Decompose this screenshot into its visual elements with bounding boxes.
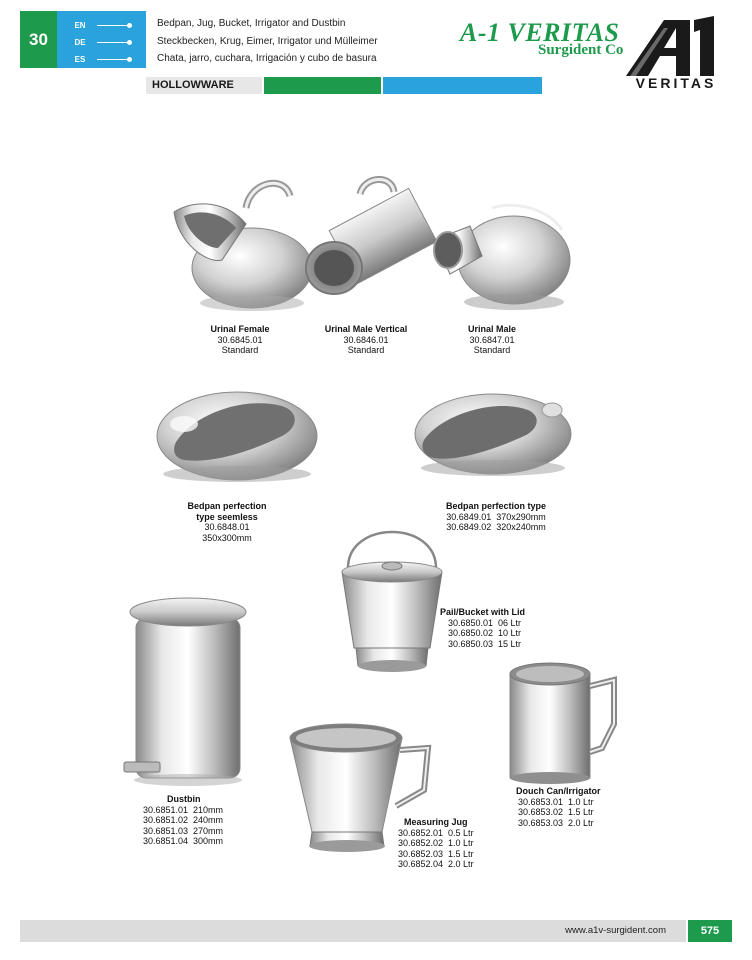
product-code: 30.6846.01	[343, 334, 389, 345]
title-es: Chata, jarro, cuchara, Irrigación y cubo de basura	[157, 53, 377, 64]
urinal-female-caption	[184, 324, 296, 356]
product-code: 30.6848.01	[204, 522, 250, 532]
section-green-stripe	[264, 77, 381, 94]
product-name: Douch Can/Irrigator	[516, 786, 601, 796]
brand-subname: Surgident Co	[538, 42, 624, 58]
product-code: 30.6847.01	[469, 334, 515, 345]
product-variant: 30.6851.04 300mm	[143, 836, 224, 846]
lang-connector	[97, 59, 129, 60]
product-size: 350x300mm	[202, 532, 252, 543]
footer-page-number: 575	[688, 920, 732, 942]
lang-code-en: EN	[74, 20, 86, 30]
urinal-male-caption	[436, 324, 548, 356]
product-variant: 30.6851.02 240mm	[143, 815, 224, 825]
douch-can-caption	[516, 786, 626, 828]
lang-code-es: ES	[74, 54, 86, 64]
footer-website-link[interactable]: www.a1v-surgident.com	[565, 925, 666, 936]
product-variant: 30.6849.02 320x240mm	[446, 522, 546, 532]
section-label: HOLLOWWARE	[146, 77, 262, 94]
product-name: Bedpan perfection type	[445, 501, 546, 511]
product-variant: 30.6853.03 2.0 Ltr	[518, 817, 594, 828]
pail-caption	[440, 607, 550, 649]
product-variant: 30.6851.01 210mm	[143, 804, 224, 815]
title-de: Steckbecken, Krug, Eimer, Irrigator und Mülleimer	[157, 35, 378, 47]
brand-name: A-1 VERITAS	[460, 18, 620, 47]
product-variant: 30.6852.04 2.0 Ltr	[398, 859, 474, 869]
product-code: 30.6845.01	[217, 334, 263, 345]
urinal-male-vertical-caption	[310, 324, 422, 356]
product-name: Pail/Bucket with Lid	[440, 607, 526, 617]
brand-logo-mark-icon	[624, 14, 728, 90]
logo-mark-word: VERITAS	[635, 75, 717, 90]
footer-bar	[20, 920, 686, 942]
bedpan-seemless-caption	[170, 501, 284, 543]
section-bar	[146, 77, 542, 94]
bedpan-seemless-image	[154, 384, 320, 484]
product-name: Urinal Male	[467, 324, 516, 334]
product-name: Measuring Jug	[404, 817, 468, 827]
bedpan-type-image	[412, 384, 574, 480]
product-name-line: Bedpan perfection	[187, 501, 267, 511]
product-variant: 30.6853.02 1.5 Ltr	[518, 807, 594, 817]
product-variant: 30.6850.01 06 Ltr	[448, 617, 522, 628]
lang-connector	[97, 42, 129, 43]
lang-connector	[97, 25, 129, 26]
lang-row-en	[57, 17, 146, 33]
urinal-male-image	[426, 200, 572, 316]
lang-row-es	[57, 51, 146, 67]
product-name-line: type seemless	[196, 511, 258, 522]
product-size: Standard	[473, 345, 511, 355]
section-blue-stripe	[383, 77, 542, 94]
chapter-titles	[157, 15, 378, 68]
measuring-jug-caption	[398, 817, 498, 870]
product-size: Standard	[347, 345, 385, 355]
product-variant: 30.6850.03 15 Ltr	[448, 638, 522, 649]
pail-image	[334, 528, 450, 678]
lang-code-de: DE	[74, 37, 86, 47]
brand-logo-text	[460, 18, 630, 68]
product-size: Standard	[221, 345, 259, 355]
product-variant: 30.6852.03 1.5 Ltr	[398, 848, 474, 859]
lang-row-de	[57, 34, 146, 50]
douch-can-image	[506, 662, 622, 786]
product-variant: 30.6851.03 270mm	[143, 825, 224, 836]
dustbin-image	[118, 596, 254, 788]
product-variant: 30.6852.01 0.5 Ltr	[398, 827, 474, 838]
product-variant: 30.6852.02 1.0 Ltr	[398, 838, 474, 848]
product-variant: 30.6853.01 1.0 Ltr	[518, 796, 594, 807]
product-variant: 30.6850.02 10 Ltr	[448, 628, 522, 638]
product-variant: 30.6849.01 370x290mm	[446, 511, 546, 522]
product-name: Urinal Female	[210, 324, 270, 334]
title-en: Bedpan, Jug, Bucket, Irrigator and Dustbin	[157, 18, 346, 29]
product-name: Dustbin	[167, 794, 201, 804]
product-name: Urinal Male Vertical	[324, 324, 408, 334]
chapter-number: 30	[20, 11, 57, 68]
dustbin-caption	[143, 794, 253, 847]
language-selector	[57, 11, 146, 68]
